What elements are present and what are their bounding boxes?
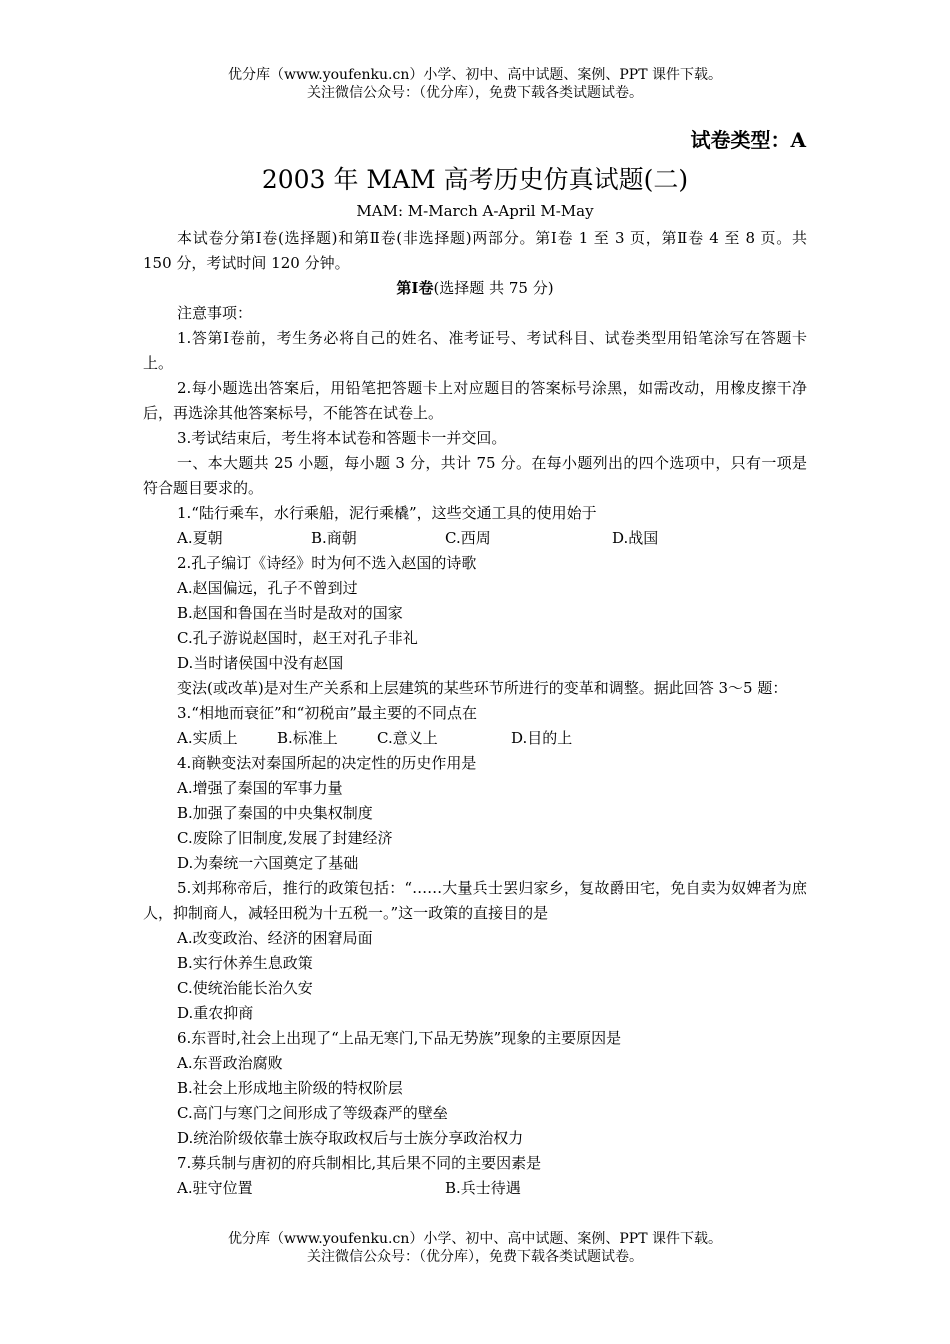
q4-option-d: D.为秦统一六国奠定了基础 — [177, 854, 359, 872]
q4-option-a: A.增强了秦国的军事力量 — [177, 779, 343, 797]
footer-line-2: 关注微信公众号：（优分库），免费下载各类试题试卷。 — [307, 1249, 643, 1265]
paper-type-label: 试卷类型：A — [690, 128, 806, 152]
question-1-options — [143, 526, 807, 551]
header-line-1: 优分库（www.youfenku.cn）小学、初中、高中试题、案例、PPT 课件下载。 — [227, 67, 722, 83]
q6-option-b: B.社会上形成地主阶级的特权阶层 — [177, 1079, 403, 1097]
q3-option-d: D.目的上 — [511, 729, 573, 747]
document-title: 2003 年 MAM 高考历史仿真试题(二) — [261, 165, 689, 194]
q5-option-a: A.改变政治、经济的困窘局面 — [177, 929, 373, 947]
q1-option-a: A.夏朝 — [177, 529, 223, 547]
note-2: 2.每小题选出答案后，用铅笔把答题卡上对应题目的答案标号涂黑，如需改动，用橡皮擦干净后，再选涂其他答案标号，不能答在试卷上。 — [143, 379, 807, 422]
question-6-stem: 6.东晋时,社会上出现了“上品无寒门,下品无势族”现象的主要原因是 — [177, 1029, 622, 1047]
note-3: 3.考试结束后，考生将本试卷和答题卡一并交回。 — [177, 429, 507, 447]
intro-paragraph: 本试卷分第Ⅰ卷(选择题)和第Ⅱ卷(非选择题)两部分。第Ⅰ卷 1 至 3 页，第Ⅱ卷 4 至 8 页。共 150 分，考试时间 120 分钟。 — [143, 229, 807, 272]
question-4-stem: 4.商鞅变法对秦国所起的决定性的历史作用是 — [177, 754, 477, 772]
q1-option-b: B.商朝 — [311, 529, 357, 547]
document-body — [143, 226, 807, 1201]
q3-option-c: C.意义上 — [377, 729, 438, 747]
q7-option-b: B.兵士待遇 — [445, 1179, 521, 1197]
q5-option-c: C.使统治能长治久安 — [177, 979, 313, 997]
q5-option-b: B.实行休养生息政策 — [177, 954, 313, 972]
q2-option-c: C.孔子游说赵国时，赵王对孔子非礼 — [177, 629, 418, 647]
q4-option-b: B.加强了秦国的中央集权制度 — [177, 804, 373, 822]
question-7-options — [143, 1176, 807, 1201]
notes-title: 注意事项： — [177, 304, 253, 322]
q1-option-c: C.西周 — [445, 529, 491, 547]
question-1-stem: 1.“陆行乘车，水行乘船，泥行乘橇”，这些交通工具的使用始于 — [177, 504, 597, 522]
part-1-instructions: 一、本大题共 25 小题，每小题 3 分，共计 75 分。在每小题列出的四个选项中，只有一项是符合题目要求的。 — [143, 454, 807, 497]
page-footer — [0, 1230, 950, 1266]
q3-option-b: B.标准上 — [277, 729, 338, 747]
q3-option-a: A.实质上 — [177, 729, 238, 747]
section-heading-rest: (选择题 共 75 分) — [433, 279, 554, 297]
question-2-stem: 2.孔子编订《诗经》时为何不选入赵国的诗歌 — [177, 554, 477, 572]
q1-option-d: D.战国 — [612, 529, 659, 547]
questions-3-5-lead: 变法(或改革)是对生产关系和上层建筑的某些环节所进行的变革和调整。据此回答 3～5 题： — [177, 679, 788, 697]
q2-option-b: B.赵国和鲁国在当时是敌对的国家 — [177, 604, 403, 622]
header-line-2: 关注微信公众号：（优分库），免费下载各类试题试卷。 — [307, 85, 643, 101]
question-3-options — [143, 726, 807, 751]
q2-option-d: D.当时诸侯国中没有赵国 — [177, 654, 344, 672]
q6-option-a: A.东晋政治腐败 — [177, 1054, 283, 1072]
q6-option-c: C.高门与寒门之间形成了等级森严的壁垒 — [177, 1104, 448, 1122]
page-header — [0, 66, 950, 102]
q6-option-d: D.统治阶级依靠士族夺取政权后与士族分享政治权力 — [177, 1129, 524, 1147]
section-heading — [143, 276, 807, 301]
question-5-stem: 5.刘邦称帝后，推行的政策包括：“……大量兵士罢归家乡，复故爵田宅，免自卖为奴婢者为庶人，抑制商人，减轻田税为十五税一。”这一政策的直接目的是 — [143, 879, 807, 922]
note-1: 1.答第Ⅰ卷前，考生务必将自己的姓名、准考证号、考试科目、试卷类型用铅笔涂写在答题卡上。 — [143, 329, 807, 372]
section-heading-bold: 第Ⅰ卷 — [396, 279, 434, 297]
q5-option-d: D.重农抑商 — [177, 1004, 254, 1022]
question-3-stem: 3.“相地而衰征”和“初税亩”最主要的不同点在 — [177, 704, 477, 722]
question-7-stem: 7.募兵制与唐初的府兵制相比,其后果不同的主要因素是 — [177, 1154, 542, 1172]
q2-option-a: A.赵国偏远，孔子不曾到过 — [177, 579, 358, 597]
footer-line-1: 优分库（www.youfenku.cn）小学、初中、高中试题、案例、PPT 课件下载。 — [227, 1231, 722, 1247]
q7-option-a: A.驻守位置 — [177, 1179, 253, 1197]
document-subtitle: MAM: M-March A-April M-May — [356, 202, 594, 220]
q4-option-c: C.废除了旧制度,发展了封建经济 — [177, 829, 393, 847]
